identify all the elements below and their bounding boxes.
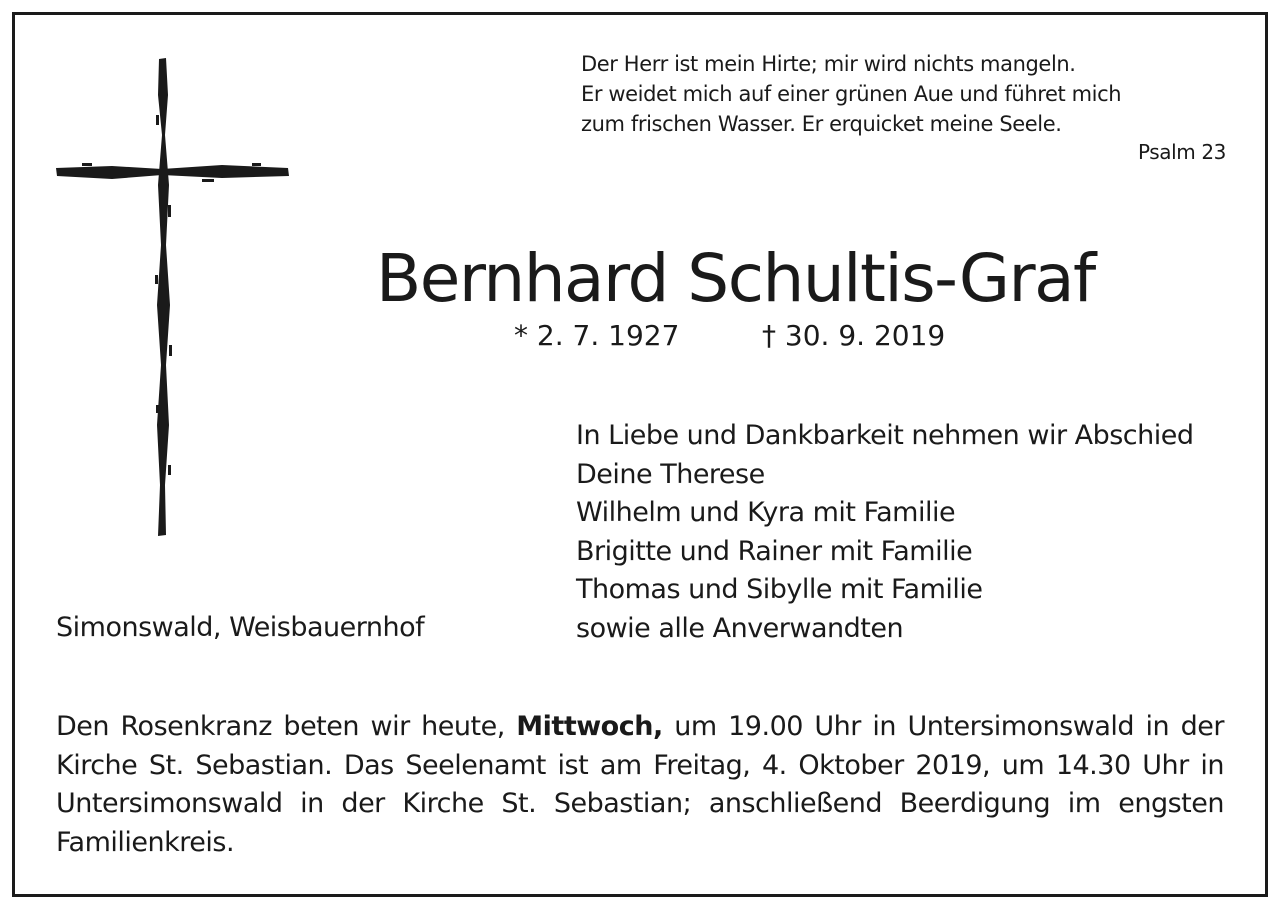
service-notice — [56, 708, 1224, 862]
notice-text-before: Den Rosenkranz beten wir heute, — [56, 711, 517, 742]
mourner-line: Brigitte und Rainer mit Familie — [576, 535, 973, 567]
mourner-line: sowie alle Anverwandten — [576, 612, 904, 644]
mourners-list — [576, 417, 1194, 649]
death-date: † 30. 9. 2019 — [762, 319, 946, 352]
psalm-line: Er weidet mich auf einer grünen Aue und führet mich — [581, 82, 1122, 106]
place-of-residence: Simonswald, Weisbauernhof — [56, 612, 425, 643]
cross-icon — [52, 55, 292, 540]
mourner-line: Wilhelm und Kyra mit Familie — [576, 497, 956, 529]
deceased-name: Bernhard Schultis-Graf — [376, 240, 1095, 317]
mourner-line: Thomas und Sibylle mit Familie — [576, 574, 983, 606]
psalm-line: Der Herr ist mein Hirte; mir wird nichts mangeln. — [581, 52, 1076, 76]
notice-text-after: um 19.00 Uhr in Untersimonswald in der Kirche St. Sebastian. Das Seelenamt ist am Freitag, 4. Oktober 2019, um 14.30 Uhr in Untersimonswald in der Kirche St. Sebastian; anschließend Beerdigung im engsten Familienkreis. — [56, 711, 1224, 858]
birth-date: * 2. 7. 1927 — [514, 319, 680, 352]
mourner-line: In Liebe und Dankbarkeit nehmen wir Abschied — [576, 420, 1194, 451]
notice-emphasis: Mittwoch, — [516, 711, 663, 742]
psalm-reference: Psalm 23 — [1137, 140, 1226, 164]
psalm-quote — [581, 49, 1226, 165]
psalm-line: zum frischen Wasser. Er erquicket meine Seele. — [581, 112, 1062, 136]
mourner-line: Deine Therese — [576, 458, 765, 490]
